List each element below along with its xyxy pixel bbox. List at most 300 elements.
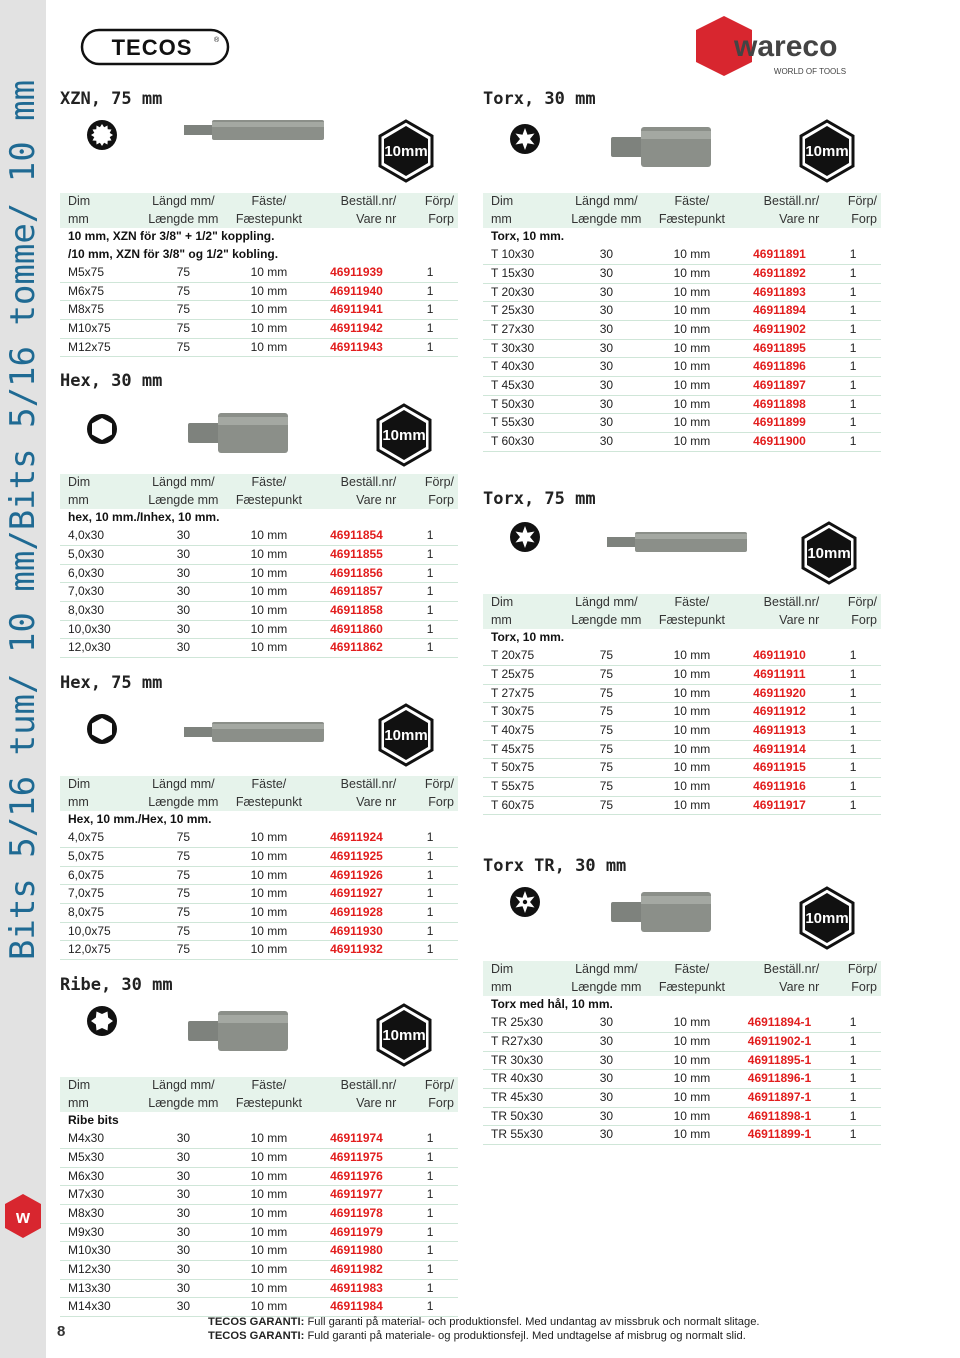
- mount-cell: 10 mm: [227, 1167, 311, 1186]
- size-10mm-badge: [795, 119, 859, 183]
- mount-cell: 10 mm: [227, 1261, 311, 1280]
- length-cell: 30: [140, 1148, 228, 1167]
- product-table: [60, 776, 458, 960]
- column-header: mm: [60, 211, 140, 229]
- table-row: [60, 941, 458, 960]
- wareco-logo: [692, 14, 888, 78]
- svg-text:10mm: 10mm: [382, 427, 426, 444]
- dim-cell: M6x75: [60, 282, 140, 301]
- svg-text:10mm: 10mm: [805, 143, 849, 160]
- dim-cell: T 60x30: [483, 433, 563, 452]
- mount-cell: 10 mm: [227, 601, 311, 620]
- column-header: Vare nr: [311, 794, 403, 812]
- article-number-cell: 46911983: [311, 1279, 403, 1298]
- column-header: Dim: [60, 776, 140, 794]
- dim-cell: 10,0x30: [60, 620, 140, 639]
- hex-icon: [86, 413, 118, 445]
- column-header: mm: [483, 612, 563, 630]
- mount-cell: 10 mm: [650, 703, 734, 722]
- dim-cell: TR 25x30: [483, 1014, 563, 1032]
- table-header-row: [483, 211, 881, 229]
- mount-cell: 10 mm: [650, 778, 734, 797]
- table-header-row: [60, 1077, 458, 1095]
- column-header: Dim: [60, 193, 140, 211]
- dim-cell: 5,0x30: [60, 545, 140, 564]
- table-row: [60, 282, 458, 301]
- dim-cell: T 27x30: [483, 320, 563, 339]
- dim-cell: T 45x75: [483, 740, 563, 759]
- length-cell: 75: [563, 796, 651, 815]
- dim-cell: M13x30: [60, 1279, 140, 1298]
- table-header-row: [483, 961, 881, 979]
- table-header-row: [483, 193, 881, 211]
- column-header: Längd mm/: [563, 193, 651, 211]
- table-row: [60, 601, 458, 620]
- article-number-cell: 46911926: [311, 866, 403, 885]
- size-10mm-badge: [374, 703, 438, 767]
- table-row: [60, 545, 458, 564]
- length-cell: 30: [563, 1051, 651, 1070]
- mount-cell: 10 mm: [227, 1298, 311, 1317]
- table-row: [60, 1279, 458, 1298]
- mount-cell: 10 mm: [650, 1032, 734, 1051]
- article-number-cell: 46911855: [311, 545, 403, 564]
- size-10mm-badge: [372, 1003, 436, 1067]
- torx-tr-icon: [509, 886, 541, 918]
- dim-cell: T 20x75: [483, 647, 563, 665]
- dim-cell: 4,0x75: [60, 829, 140, 847]
- article-number-cell: 46911920: [734, 684, 826, 703]
- mount-cell: 10 mm: [227, 847, 311, 866]
- article-number-cell: 46911898-1: [734, 1107, 826, 1126]
- column-header: Vare nr: [311, 1095, 403, 1113]
- article-number-cell: 46911925: [311, 847, 403, 866]
- table-header-row: [483, 612, 881, 630]
- table-row: [483, 433, 881, 452]
- table-row: [483, 759, 881, 778]
- article-number-cell: 46911896-1: [734, 1070, 826, 1089]
- article-number-cell: 46911984: [311, 1298, 403, 1317]
- column-header: Förp/: [825, 193, 881, 211]
- mount-cell: 10 mm: [227, 639, 311, 658]
- pack-cell: 1: [825, 302, 881, 321]
- length-cell: 30: [563, 1014, 651, 1032]
- subheading-text: Torx med hål, 10 mm.: [491, 997, 613, 1012]
- dim-cell: M5x75: [60, 264, 140, 282]
- table-row: [60, 620, 458, 639]
- dim-cell: T 30x30: [483, 339, 563, 358]
- article-number-cell: 46911895-1: [734, 1051, 826, 1070]
- column-header: Længde mm: [563, 612, 651, 630]
- pack-cell: 1: [825, 665, 881, 684]
- mount-cell: 10 mm: [227, 922, 311, 941]
- dim-cell: 6,0x75: [60, 866, 140, 885]
- length-cell: 30: [563, 264, 651, 283]
- pack-cell: 1: [402, 1204, 458, 1223]
- mount-cell: 10 mm: [227, 1279, 311, 1298]
- svg-text:®: ®: [214, 37, 220, 44]
- table-row: [60, 1261, 458, 1280]
- article-number-cell: 46911898: [734, 395, 826, 414]
- bit-image: [188, 411, 288, 455]
- column-header: Beställ.nr/: [311, 776, 403, 794]
- article-number-cell: 46911857: [311, 583, 403, 602]
- column-header: Fæstepunkt: [650, 211, 734, 229]
- table-row: [483, 684, 881, 703]
- dim-cell: TR 55x30: [483, 1126, 563, 1145]
- mount-cell: 10 mm: [650, 740, 734, 759]
- column-header: Vare nr: [311, 492, 403, 510]
- table-row: [60, 903, 458, 922]
- pack-cell: 1: [402, 319, 458, 338]
- article-number-cell: 46911941: [311, 301, 403, 320]
- pack-cell: 1: [825, 796, 881, 815]
- table-row: [60, 922, 458, 941]
- mount-cell: 10 mm: [650, 358, 734, 377]
- size-10mm-badge: [374, 119, 438, 183]
- column-header: Längd mm/: [140, 776, 228, 794]
- product-table: [483, 193, 881, 452]
- mount-cell: 10 mm: [227, 527, 311, 545]
- table-header-row: [60, 492, 458, 510]
- section-title: Torx, 30 mm: [483, 89, 596, 109]
- dim-cell: 12,0x75: [60, 941, 140, 960]
- length-cell: 30: [563, 302, 651, 321]
- length-cell: 75: [563, 721, 651, 740]
- mount-cell: 10 mm: [650, 1088, 734, 1107]
- article-number-cell: 46911979: [311, 1223, 403, 1242]
- column-header: Længde mm: [563, 979, 651, 997]
- sidebar: [0, 0, 46, 1358]
- column-header: Fäste/: [227, 474, 311, 492]
- length-cell: 75: [563, 647, 651, 665]
- dim-cell: M4x30: [60, 1130, 140, 1148]
- column-header: Fäste/: [227, 776, 311, 794]
- length-cell: 75: [563, 703, 651, 722]
- table-row: [60, 866, 458, 885]
- subheading-text: hex, 10 mm./Inhex, 10 mm.: [68, 510, 220, 525]
- article-number-cell: 46911896: [734, 358, 826, 377]
- table-row: [483, 414, 881, 433]
- dim-cell: M5x30: [60, 1148, 140, 1167]
- table-header-row: [60, 193, 458, 211]
- table-row: [60, 1204, 458, 1223]
- column-header: Vare nr: [734, 979, 826, 997]
- table-subheading: [60, 1112, 458, 1130]
- article-number-cell: 46911894: [734, 302, 826, 321]
- length-cell: 30: [563, 377, 651, 396]
- pack-cell: 1: [402, 282, 458, 301]
- column-header: Forp: [825, 211, 881, 229]
- dim-cell: M8x75: [60, 301, 140, 320]
- column-header: Förp/: [402, 474, 458, 492]
- column-header: Fæstepunkt: [227, 1095, 311, 1113]
- length-cell: 30: [563, 1032, 651, 1051]
- article-number-cell: 46911893: [734, 283, 826, 302]
- torx-icon: [509, 123, 541, 155]
- article-number-cell: 46911891: [734, 246, 826, 264]
- guarantee-text-sv: Full garanti på material- och produktionsfel. Med undantag av missbruk och normalt slitage.: [304, 1316, 760, 1328]
- length-cell: 75: [140, 885, 228, 904]
- pack-cell: 1: [402, 639, 458, 658]
- dim-cell: TR 30x30: [483, 1051, 563, 1070]
- pack-cell: 1: [825, 759, 881, 778]
- section-title: Hex, 30 mm: [60, 371, 163, 391]
- column-header: Förp/: [825, 594, 881, 612]
- column-header: mm: [483, 211, 563, 229]
- table-row: [60, 1298, 458, 1317]
- mount-cell: 10 mm: [227, 282, 311, 301]
- table-row: [483, 302, 881, 321]
- pack-cell: 1: [825, 1051, 881, 1070]
- xzn-icon: [86, 119, 118, 151]
- dim-cell: M6x30: [60, 1167, 140, 1186]
- section-title: Torx TR, 30 mm: [483, 856, 627, 876]
- dim-cell: M12x30: [60, 1261, 140, 1280]
- pack-cell: 1: [402, 1242, 458, 1261]
- table-row: [483, 721, 881, 740]
- column-header: Fäste/: [650, 193, 734, 211]
- table-header-row: [60, 1095, 458, 1113]
- table-subheading: [60, 811, 458, 829]
- table-subheading: [483, 629, 881, 647]
- pack-cell: 1: [402, 1186, 458, 1205]
- mount-cell: 10 mm: [227, 264, 311, 282]
- column-header: Beställ.nr/: [311, 193, 403, 211]
- pack-cell: 1: [402, 545, 458, 564]
- column-header: Beställ.nr/: [734, 961, 826, 979]
- dim-cell: TR 50x30: [483, 1107, 563, 1126]
- table-row: [60, 1167, 458, 1186]
- length-cell: 30: [140, 1279, 228, 1298]
- table-row: [60, 1242, 458, 1261]
- article-number-cell: 46911924: [311, 829, 403, 847]
- tecos-logo: [80, 28, 230, 66]
- column-header: Forp: [402, 794, 458, 812]
- length-cell: 30: [140, 1261, 228, 1280]
- pack-cell: 1: [402, 829, 458, 847]
- dim-cell: 7,0x30: [60, 583, 140, 602]
- mount-cell: 10 mm: [227, 545, 311, 564]
- dim-cell: T 40x75: [483, 721, 563, 740]
- svg-text:TECOS: TECOS: [111, 35, 193, 60]
- column-header: Fäste/: [650, 594, 734, 612]
- dim-cell: 6,0x30: [60, 564, 140, 583]
- dim-cell: T 20x30: [483, 283, 563, 302]
- pack-cell: 1: [825, 414, 881, 433]
- table-row: [60, 527, 458, 545]
- dim-cell: T 10x30: [483, 246, 563, 264]
- article-number-cell: 46911902-1: [734, 1032, 826, 1051]
- dim-cell: T 15x30: [483, 264, 563, 283]
- article-number-cell: 46911939: [311, 264, 403, 282]
- mount-cell: 10 mm: [227, 301, 311, 320]
- length-cell: 30: [563, 339, 651, 358]
- length-cell: 30: [563, 1070, 651, 1089]
- mount-cell: 10 mm: [650, 1126, 734, 1145]
- svg-text:10mm: 10mm: [384, 143, 428, 160]
- table-row: [483, 358, 881, 377]
- section-title: Hex, 75 mm: [60, 673, 163, 693]
- pack-cell: 1: [825, 1070, 881, 1089]
- section-title: Ribe, 30 mm: [60, 975, 173, 995]
- column-header: Längd mm/: [140, 1077, 228, 1095]
- pack-cell: 1: [402, 1148, 458, 1167]
- mount-cell: 10 mm: [227, 903, 311, 922]
- table-row: [60, 319, 458, 338]
- length-cell: 75: [140, 338, 228, 357]
- pack-cell: 1: [402, 583, 458, 602]
- table-subheading: [483, 228, 881, 246]
- article-number-cell: 46911942: [311, 319, 403, 338]
- article-number-cell: 46911982: [311, 1261, 403, 1280]
- column-header: Dim: [483, 961, 563, 979]
- table-row: [483, 778, 881, 797]
- bit-image: [611, 125, 711, 169]
- bit-image: [188, 1009, 288, 1053]
- pack-cell: 1: [825, 721, 881, 740]
- table-header-row: [60, 794, 458, 812]
- table-row: [483, 1088, 881, 1107]
- pack-cell: 1: [402, 1298, 458, 1317]
- subheading-text: 10 mm, XZN för 3/8" + 1/2" koppling.: [68, 229, 275, 244]
- column-header: Beställ.nr/: [311, 1077, 403, 1095]
- article-number-cell: 46911976: [311, 1167, 403, 1186]
- mount-cell: 10 mm: [650, 339, 734, 358]
- dim-cell: M9x30: [60, 1223, 140, 1242]
- table-row: [483, 1014, 881, 1032]
- dim-cell: T 27x75: [483, 684, 563, 703]
- table-row: [60, 1148, 458, 1167]
- pack-cell: 1: [402, 903, 458, 922]
- svg-text:WORLD OF TOOLS: WORLD OF TOOLS: [773, 67, 847, 76]
- dim-cell: M10x30: [60, 1242, 140, 1261]
- bit-image: [184, 117, 324, 143]
- mount-cell: 10 mm: [650, 1070, 734, 1089]
- pack-cell: 1: [402, 527, 458, 545]
- article-number-cell: 46911910: [734, 647, 826, 665]
- column-header: Längd mm/: [563, 594, 651, 612]
- table-row: [60, 829, 458, 847]
- pack-cell: 1: [825, 1014, 881, 1032]
- column-header: Fäste/: [650, 961, 734, 979]
- length-cell: 30: [563, 395, 651, 414]
- length-cell: 30: [140, 639, 228, 658]
- table-row: [483, 703, 881, 722]
- table-row: [483, 796, 881, 815]
- column-header: Fæstepunkt: [227, 211, 311, 229]
- mount-cell: 10 mm: [227, 620, 311, 639]
- dim-cell: T 25x30: [483, 302, 563, 321]
- bit-image: [611, 890, 711, 934]
- subheading-text: Hex, 10 mm./Hex, 10 mm.: [68, 812, 212, 827]
- mount-cell: 10 mm: [650, 283, 734, 302]
- pack-cell: 1: [402, 1223, 458, 1242]
- column-header: Fæstepunkt: [227, 794, 311, 812]
- column-header: Fäste/: [227, 193, 311, 211]
- bit-image: [184, 719, 324, 745]
- length-cell: 30: [140, 1204, 228, 1223]
- pack-cell: 1: [402, 264, 458, 282]
- article-number-cell: 46911912: [734, 703, 826, 722]
- mount-cell: 10 mm: [227, 319, 311, 338]
- article-number-cell: 46911978: [311, 1204, 403, 1223]
- column-header: Beställ.nr/: [734, 594, 826, 612]
- table-row: [483, 283, 881, 302]
- table-row: [483, 665, 881, 684]
- guarantee-label-da: TECOS GARANTI:: [208, 1329, 305, 1342]
- dim-cell: 10,0x75: [60, 922, 140, 941]
- article-number-cell: 46911897-1: [734, 1088, 826, 1107]
- column-header: Dim: [483, 193, 563, 211]
- mount-cell: 10 mm: [650, 1051, 734, 1070]
- column-header: Længde mm: [140, 794, 228, 812]
- pack-cell: 1: [825, 358, 881, 377]
- pack-cell: 1: [402, 866, 458, 885]
- dim-cell: M10x75: [60, 319, 140, 338]
- article-number-cell: 46911900: [734, 433, 826, 452]
- pack-cell: 1: [825, 246, 881, 264]
- table-row: [483, 1126, 881, 1145]
- mount-cell: 10 mm: [227, 1148, 311, 1167]
- length-cell: 30: [140, 1167, 228, 1186]
- product-table: [483, 961, 881, 1145]
- length-cell: 30: [563, 414, 651, 433]
- column-header: mm: [483, 979, 563, 997]
- subheading-text: Torx, 10 mm.: [491, 630, 565, 645]
- mount-cell: 10 mm: [650, 647, 734, 665]
- pack-cell: 1: [825, 1088, 881, 1107]
- length-cell: 30: [563, 320, 651, 339]
- table-header-row: [60, 776, 458, 794]
- pack-cell: 1: [402, 1130, 458, 1148]
- article-number-cell: 46911980: [311, 1242, 403, 1261]
- mount-cell: 10 mm: [227, 1242, 311, 1261]
- column-header: Beställ.nr/: [734, 193, 826, 211]
- dim-cell: T 60x75: [483, 796, 563, 815]
- mount-cell: 10 mm: [227, 338, 311, 357]
- table-row: [483, 1107, 881, 1126]
- column-header: Fæstepunkt: [650, 979, 734, 997]
- mount-cell: 10 mm: [227, 1130, 311, 1148]
- mount-cell: 10 mm: [650, 264, 734, 283]
- article-number-cell: 46911915: [734, 759, 826, 778]
- article-number-cell: 46911854: [311, 527, 403, 545]
- length-cell: 30: [563, 1126, 651, 1145]
- bit-image: [607, 529, 747, 555]
- pack-cell: 1: [825, 377, 881, 396]
- column-header: Forp: [402, 492, 458, 510]
- length-cell: 30: [140, 1242, 228, 1261]
- size-10mm-badge: [797, 521, 861, 585]
- article-number-cell: 46911913: [734, 721, 826, 740]
- column-header: mm: [60, 794, 140, 812]
- article-number-cell: 46911928: [311, 903, 403, 922]
- mount-cell: 10 mm: [227, 1223, 311, 1242]
- guarantee-text-da: Fuld garanti på materiale- og produktionsfejl. Med undtagelse af misbrug og normalt slid.: [304, 1329, 746, 1342]
- article-number-cell: 46911930: [311, 922, 403, 941]
- article-number-cell: 46911977: [311, 1186, 403, 1205]
- mount-cell: 10 mm: [650, 1014, 734, 1032]
- pack-cell: 1: [825, 264, 881, 283]
- pack-cell: 1: [825, 778, 881, 797]
- column-header: mm: [60, 492, 140, 510]
- pack-cell: 1: [402, 564, 458, 583]
- column-header: Förp/: [402, 1077, 458, 1095]
- article-number-cell: 46911975: [311, 1148, 403, 1167]
- pack-cell: 1: [825, 740, 881, 759]
- column-header: Forp: [825, 979, 881, 997]
